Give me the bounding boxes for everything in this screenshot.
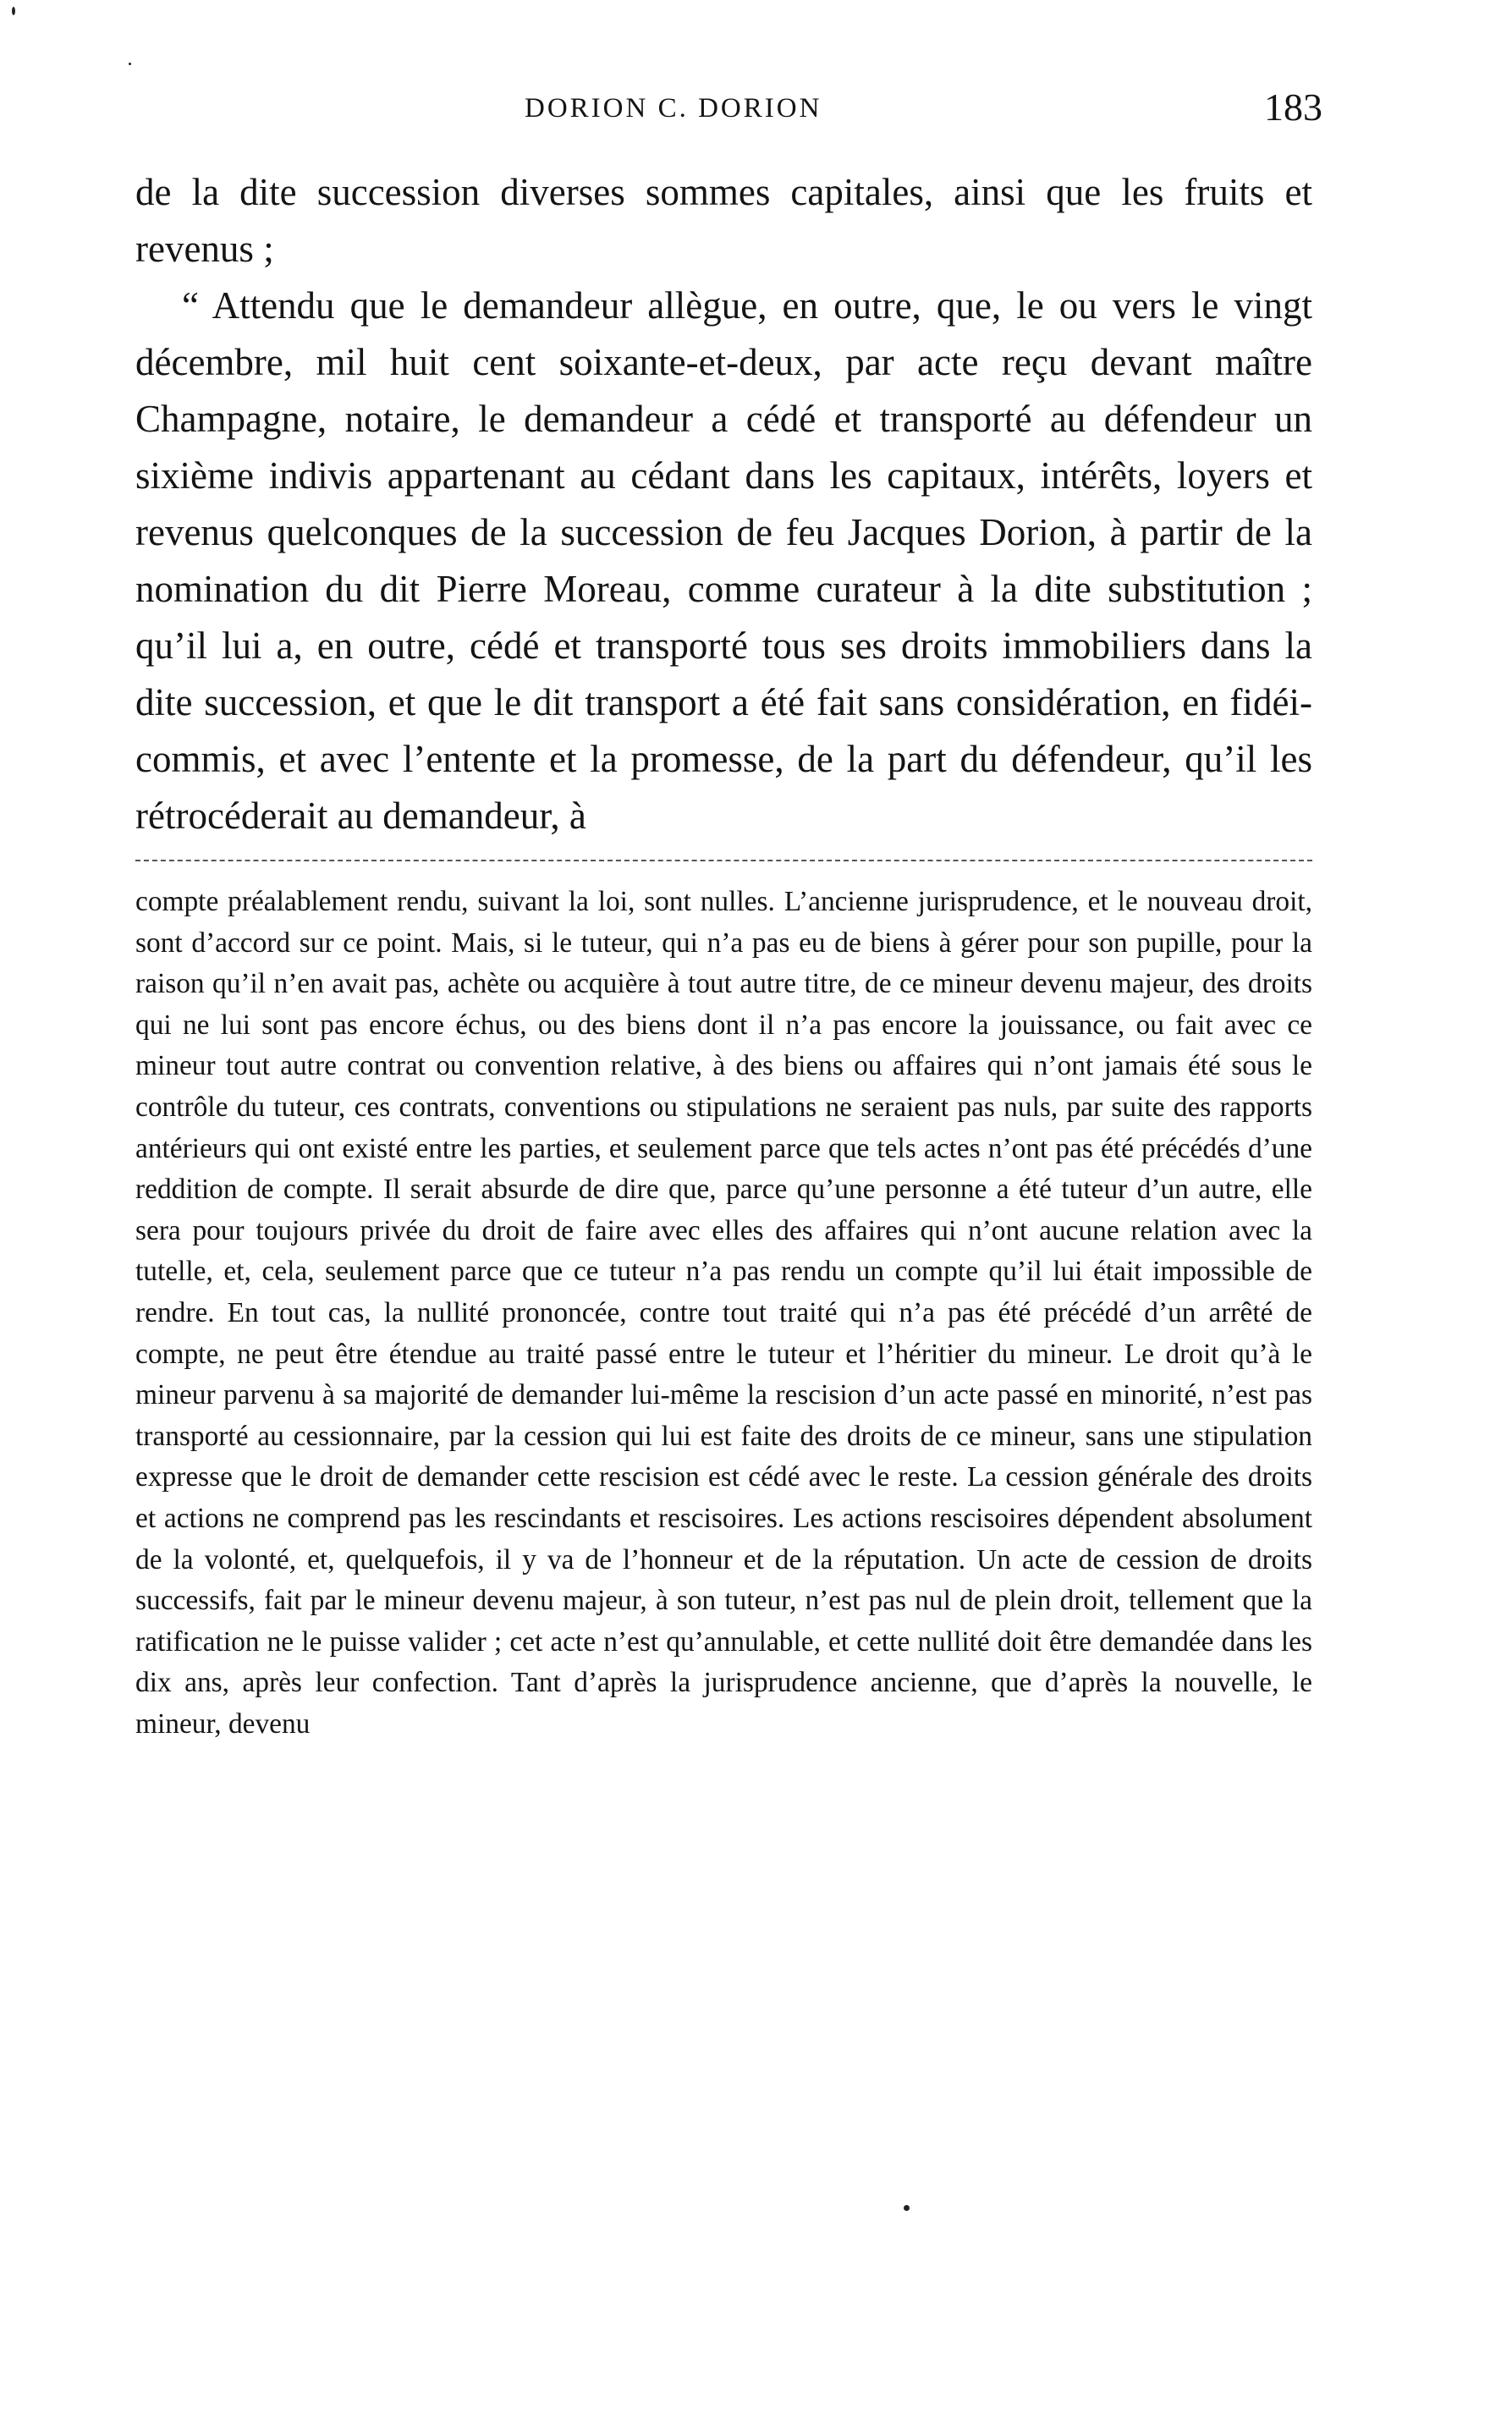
main-text bbox=[135, 164, 1312, 844]
running-title: DORION C. DORION bbox=[525, 93, 822, 124]
running-head bbox=[135, 85, 1322, 152]
speck-mark bbox=[904, 2205, 910, 2211]
footnote-separator bbox=[135, 860, 1312, 861]
body-paragraph: de la dite succession diverses sommes capitales, ainsi que les fruits et revenus ; bbox=[135, 171, 1312, 270]
speck-mark bbox=[12, 7, 15, 15]
page-number: 183 bbox=[1264, 85, 1322, 129]
speck-mark bbox=[129, 63, 131, 65]
footnote-text: compte préalablement rendu, suivant la loi, sont nulles. L’ancienne jurisprudence, et le nouveau droit, sont d’accord sur ce point. Mais, si le tuteur, qui n’a pas eu de biens à gérer pour son pupille, pour la raison qu’il n’en avait pas, achète ou acquière à tout autre titre, de ce mineur devenu majeur, des droits qui ne lui sont pas encore échus, ou des biens dont il n’a pas encore la jouissance, ou fait avec ce mineur tout autre contrat ou convention relative, à des biens ou affaires qui n’ont jamais été sous le contrôle du tuteur, ces contrats, conventions ou stipulations ne seraient pas nuls, par suite des rapports antérieurs qui ont existé entre les parties, et seulement parce que tels actes n’ont pas été précédés d’une reddition de compte. Il serait absurde de dire que, parce qu’une personne a été tuteur d’un autre, elle sera pour toujours privée du droit de faire avec elles des affaires qui n’ont aucune relation avec la tutelle, et, cela, seulement parce que ce tuteur n’a pas rendu un compte qu’il lui était impossible de rendre. En tout cas, la nullité prononcée, contre tout traité qui n’a pas été précédé d’un arrêté de compte, ne peut être étendue au traité passé entre le tuteur et l’héritier du mineur. Le droit qu’à le mineur parvenu à sa majorité de demander lui-même la rescision d’un acte passé en minorité, n’est pas transporté au cessionnaire, par la cession qui lui est faite des droits de ce mineur, sans une stipulation expresse que le droit de demander cette rescision est cédé avec le reste. La cession générale des droits et actions ne comprend pas les rescindants et rescisoires. Les actions rescisoires dépendent absolument de la volonté, et, quelquefois, il y va de l’honneur et de la réputation. Un acte de cession de droits successifs, fait par le mineur devenu majeur, à son tuteur, n’est pas nul de plein droit, tellement que la ratification ne le puisse valider ; cet acte n’est qu’annulable, et cette nullité doit être demandée dans les dix ans, après leur confection. Tant d’après la jurisprudence ancienne, que d’après la nouvelle, le mineur, devenu bbox=[135, 886, 1312, 1740]
body-paragraph: “ Attendu que le demandeur allègue, en outre, que, le ou vers le vingt décembre, mil huit cent soixante-et-deux, par acte reçu devant maître Champagne, notaire, le demandeur a cédé et transporté au défendeur un sixième indivis appartenant au cédant dans les capitaux, intérêts, loyers et revenus quelconques de la succession de feu Jacques Dorion, à partir de la nomination du dit Pierre Moreau, comme curateur à la dite substitution ; qu’il lui a, en outre, cédé et transporté tous ses droits immobiliers dans la dite succession, et que le dit transport a été fait sans considération, en fidéi-commis, et avec l’entente et la promesse, de la part du défendeur, qu’il les rétrocéderait au demandeur, à bbox=[135, 284, 1312, 837]
